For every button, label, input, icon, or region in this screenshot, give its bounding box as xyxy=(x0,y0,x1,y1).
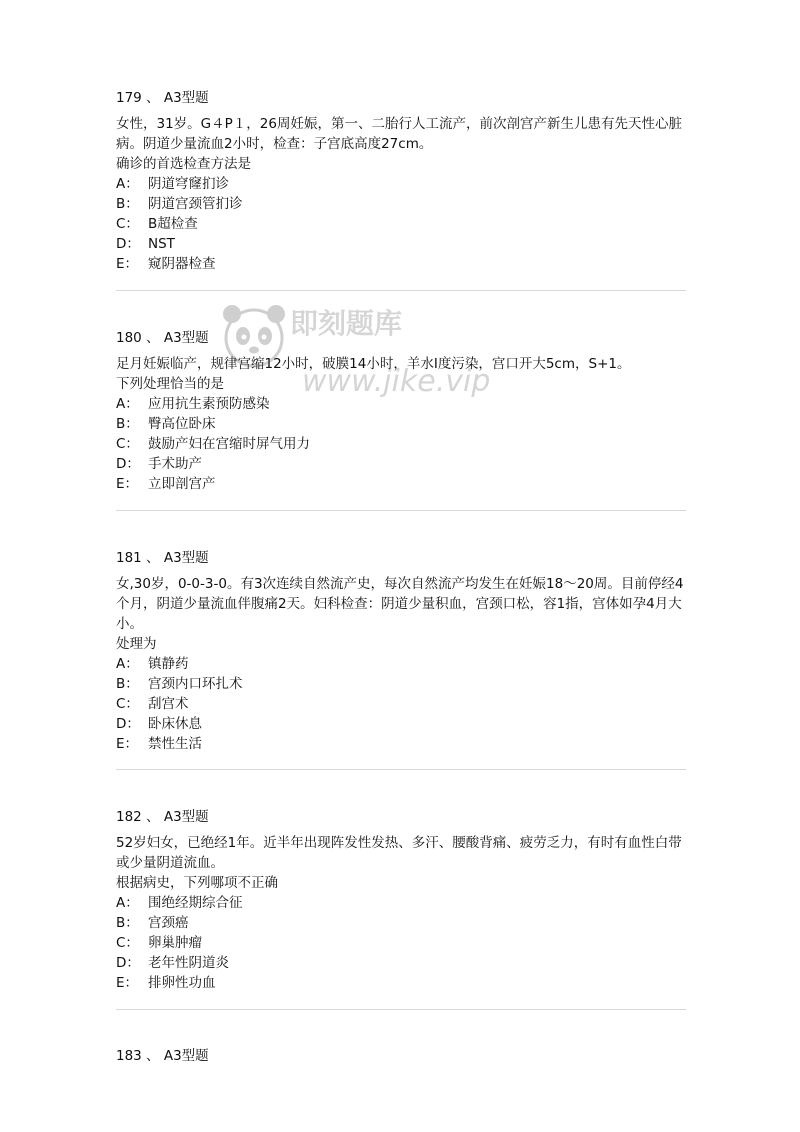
option-e: E： 排卵性功血 xyxy=(116,975,216,991)
question-stem-line: 足月妊娠临产，规律宫缩12小时，破膜14小时，羊水Ⅰ度污染，宫口开大5cm，S+1。 xyxy=(116,356,631,372)
question-stem-line: 女性，31岁。G４P１，26周妊娠，第一、二胎行人工流产，前次剖宫产新生儿患有先天性心脏病。阴道少量流血2小时，检查：子宫底高度27cm。 xyxy=(116,116,682,152)
option-e: E： 立即剖宫产 xyxy=(116,476,216,492)
question-180 xyxy=(116,328,686,494)
option-c: C： 刮宫术 xyxy=(116,696,189,712)
option-c: C： B超检查 xyxy=(116,216,198,232)
question-179 xyxy=(116,88,686,274)
question-181 xyxy=(116,548,686,754)
question-182 xyxy=(116,807,686,993)
question-stem xyxy=(116,114,686,174)
question-header: 183 、 A3型题 xyxy=(116,1048,209,1064)
option-b: B： 宫颈癌 xyxy=(116,915,189,931)
divider xyxy=(116,290,686,291)
question-stem-line: 52岁妇女，已绝经1年。近半年出现阵发性发热、多汗、腰酸背痛、疲劳乏力，有时有血性白带或少量阴道流血。 xyxy=(116,835,682,871)
question-prompt: 处理为 xyxy=(116,636,157,652)
option-c: C： 卵巢肿瘤 xyxy=(116,935,202,951)
option-d: D： 卧床休息 xyxy=(116,716,202,732)
question-header: 179 、 A3型题 xyxy=(116,90,209,106)
watermark-url: www.jike.vip xyxy=(302,364,491,399)
divider xyxy=(116,1009,686,1010)
option-a: A： 镇静药 xyxy=(116,656,189,672)
question-stem xyxy=(116,574,686,654)
option-d: D： NST xyxy=(116,236,175,252)
question-stem xyxy=(116,354,686,394)
option-a: A： 阴道穹窿扪诊 xyxy=(116,176,229,192)
option-d: D： 老年性阴道炎 xyxy=(116,955,229,971)
divider xyxy=(116,769,686,770)
option-a: A： 围绝经期综合征 xyxy=(116,895,243,911)
option-b: B： 阴道宫颈管扪诊 xyxy=(116,196,243,212)
question-header: 181 、 A3型题 xyxy=(116,550,209,566)
question-header: 182 、 A3型题 xyxy=(116,809,209,825)
question-prompt: 下列处理恰当的是 xyxy=(116,376,224,392)
option-e: E： 禁性生活 xyxy=(116,736,202,752)
question-stem xyxy=(116,833,686,893)
option-b: B： 臀高位卧床 xyxy=(116,416,216,432)
question-header: 180 、 A3型题 xyxy=(116,330,209,346)
divider xyxy=(116,510,686,511)
question-prompt: 根据病史，下列哪项不正确 xyxy=(116,875,278,891)
option-b: B： 宫颈内口环扎术 xyxy=(116,676,243,692)
option-e: E： 窥阴器检查 xyxy=(116,256,216,272)
question-prompt: 确诊的首选检查方法是 xyxy=(116,156,251,172)
question-stem-line: 女,30岁，0-0-3-0。有3次连续自然流产史，每次自然流产均发生在妊娠18～20周。目前停经4个月，阴道少量流血伴腹痛2天。妇科检查：阴道少量积血，宫颈口松，容1指，宫体如孕4月大小。 xyxy=(116,576,684,632)
option-a: A： 应用抗生素预防感染 xyxy=(116,396,270,412)
watermark-brand: 即刻题库 xyxy=(290,307,403,340)
option-c: C： 鼓励产妇在宫缩时屏气用力 xyxy=(116,436,310,452)
question-183 xyxy=(116,1046,686,1072)
option-d: D： 手术助产 xyxy=(116,456,202,472)
